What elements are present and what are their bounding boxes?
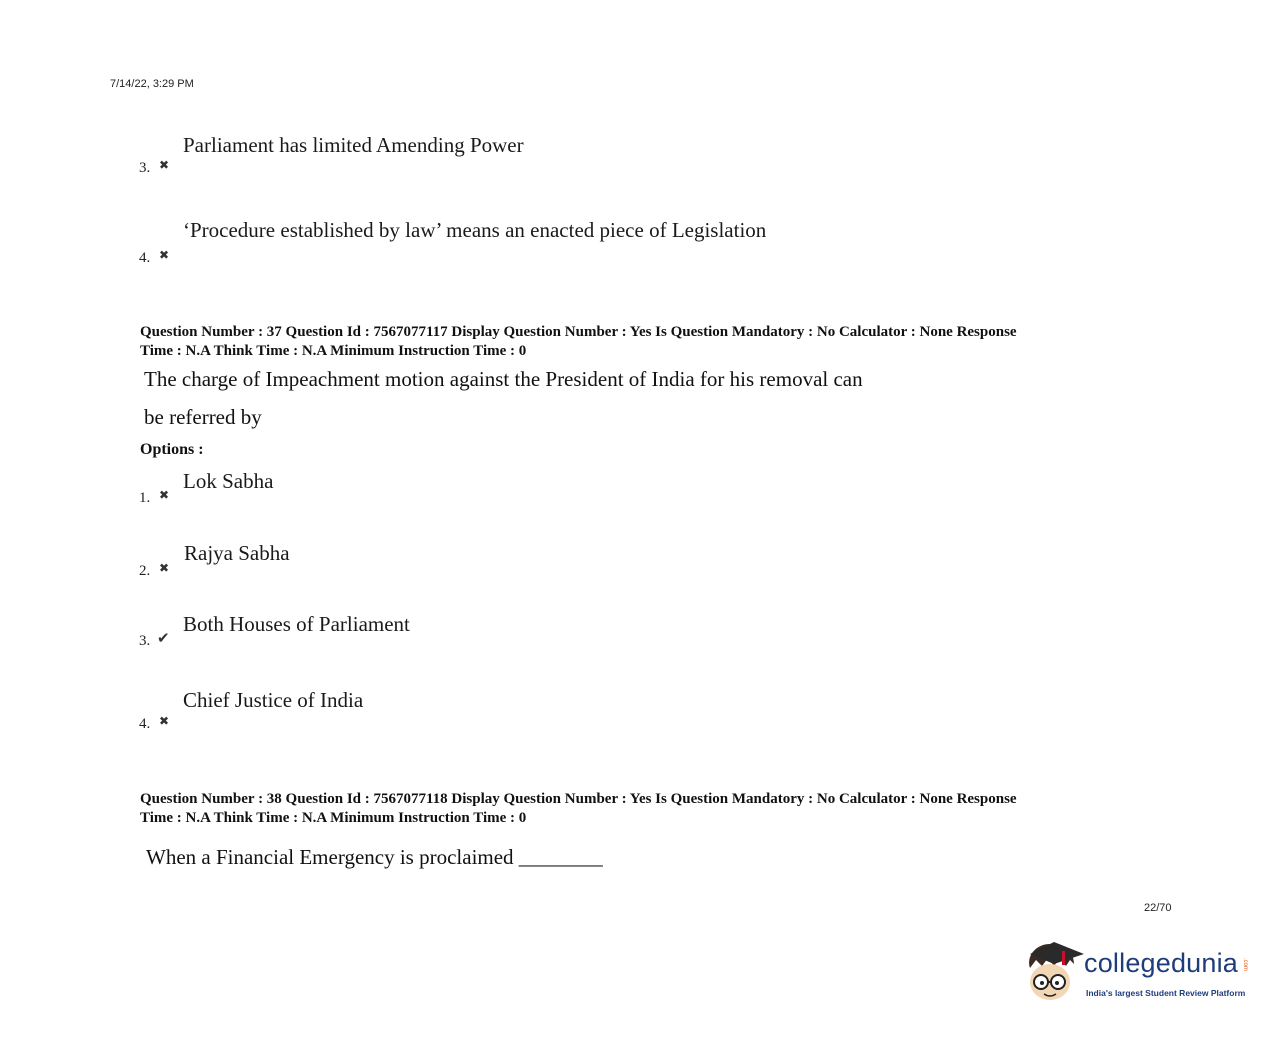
- question-meta-line: Time : N.A Think Time : N.A Minimum Instruction Time : 0: [140, 810, 527, 826]
- cross-icon: ✖: [159, 488, 170, 502]
- check-icon: ✔: [157, 629, 170, 647]
- question-meta-line: Question Number : 38 Question Id : 7567077118 Display Question Number : Yes Is Question Mandatory : No Calculator : None Response: [140, 791, 1017, 807]
- cross-icon: ✖: [159, 248, 170, 262]
- option-text: Parliament has limited Amending Power: [183, 133, 524, 157]
- logo-wordmark: collegedunia: [1084, 948, 1239, 978]
- cross-icon: ✖: [159, 714, 170, 728]
- mascot-icon: [1024, 938, 1086, 1008]
- page-number: 22/70: [1144, 902, 1172, 914]
- question-text: When a Financial Emergency is proclaimed ________: [146, 845, 603, 869]
- option-number: 2.: [139, 563, 151, 579]
- question-meta: [140, 790, 1170, 828]
- option-number: 3.: [139, 160, 151, 176]
- logo-domain-suffix: .com: [1242, 958, 1248, 972]
- option-text: Rajya Sabha: [184, 541, 290, 565]
- option-text: Lok Sabha: [183, 469, 274, 493]
- print-timestamp: 7/14/22, 3:29 PM: [110, 78, 194, 90]
- cross-icon: ✖: [159, 561, 170, 575]
- question-meta: [140, 323, 1170, 361]
- question-text: The charge of Impeachment motion against the President of India for his removal can: [144, 367, 863, 391]
- logo-tagline: India's largest Student Review Platform: [1086, 988, 1246, 998]
- question-meta-line: Question Number : 37 Question Id : 7567077117 Display Question Number : Yes Is Question Mandatory : No Calculator : None Response: [140, 324, 1017, 340]
- option-number: 4.: [139, 716, 151, 732]
- option-text: ‘Procedure established by law’ means an enacted piece of Legislation: [183, 218, 767, 242]
- cross-icon: ✖: [159, 158, 170, 172]
- option-number: 4.: [139, 250, 151, 266]
- question-meta-line: Time : N.A Think Time : N.A Minimum Instruction Time : 0: [140, 343, 527, 359]
- option-text: Both Houses of Parliament: [183, 612, 410, 636]
- option-text: Chief Justice of India: [183, 688, 364, 712]
- options-label: Options :: [140, 441, 204, 458]
- option-number: 1.: [139, 490, 151, 506]
- question-text: be referred by: [144, 405, 262, 429]
- option-number: 3.: [139, 633, 151, 649]
- collegedunia-logo: [1024, 938, 1254, 1008]
